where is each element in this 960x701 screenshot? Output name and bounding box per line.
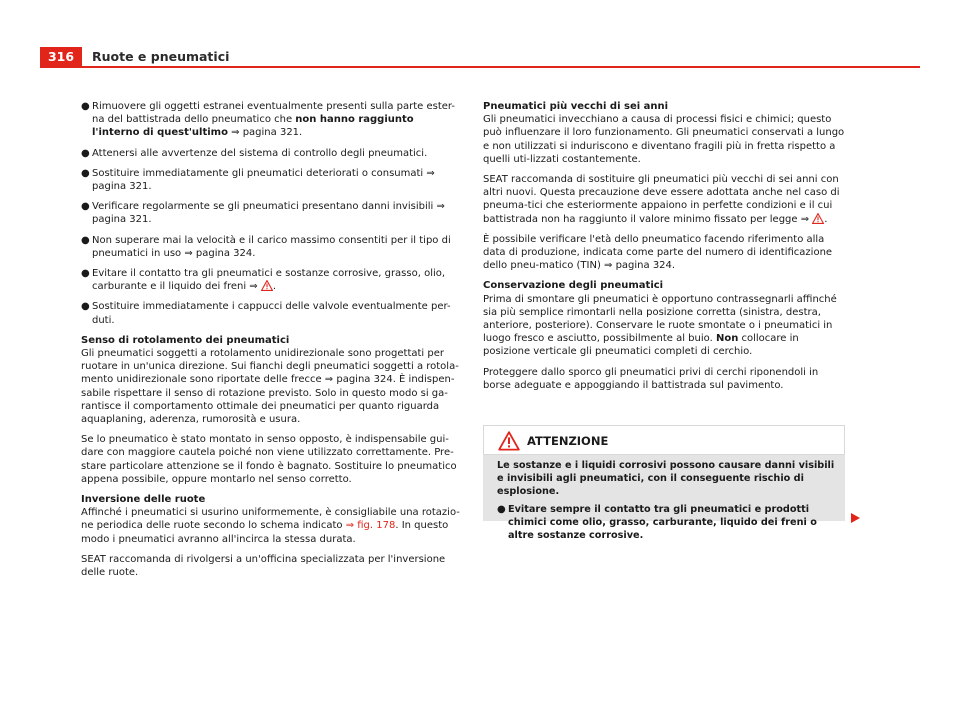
warning-triangle-icon[interactable] (261, 280, 273, 291)
list-item-text: Sostituire immediatamente gli pneumatici deteriorati o consumati ⇒ pagina 321. (92, 167, 435, 193)
bullet-icon: ● (81, 301, 90, 313)
left-column (81, 100, 461, 586)
header-divider (40, 66, 920, 68)
paragraph: Proteggere dallo sporco gli pneumatici privi di cerchi riponendoli in borse adeguate e appoggiando il battistrada sul pavimento. (483, 366, 819, 391)
list-item-text: Non superare mai la velocità e il carico massimo consentiti per il tipo di pneumatici in uso ⇒ pagina 324. (92, 234, 451, 259)
section-heading: Conservazione degli pneumatici (483, 280, 664, 292)
bullet-icon: ● (497, 503, 506, 515)
chapter-title: Ruote e pneumatici (92, 49, 230, 64)
page-number: 316 (40, 47, 82, 67)
section-heading: Senso di rotolamento dei pneumatici (81, 334, 290, 346)
bullet-icon: ● (81, 234, 90, 246)
paragraph: Affinché i pneumatici si usurino uniformemente, è consigliabile una rotazio-ne periodica delle ruote secondo lo schema indicato ⇒ fig. 178. In questo modo i pneumatici avranno all'incirca la stessa durata. (81, 507, 460, 545)
bullet-icon: ● (81, 201, 90, 213)
paragraph: Prima di smontare gli pneumatici è opportuno contrassegnarli affinché sia più semplice rimontarli nella posizione corretta (sinistra, destra, anteriore, posteriore). Conservare le ruote smontate o i pneumatici in luogo fresco e asciutto, possibilmente al buio. Non collocare in posizione verticale gli pneumatici completi di cerchio. (483, 293, 837, 358)
list-item (81, 234, 461, 260)
list-item (81, 267, 461, 293)
warning-list-item (497, 503, 837, 543)
figure-reference-link[interactable]: ⇒ fig. 178 (345, 520, 396, 532)
bullet-icon: ● (81, 167, 90, 179)
bullet-icon: ● (81, 147, 90, 159)
paragraph: È possibile verificare l'età dello pneumatico facendo riferimento alla data di produzione, indicata come parte del numero di identificazione dello pneu-matico (TIN) ⇒ pagina 324. (483, 233, 833, 272)
list-item (81, 147, 461, 160)
paragraph: SEAT raccomanda di rivolgersi a un'officina specializzata per l'inversione delle ruote. (81, 553, 446, 579)
list-item (81, 167, 461, 193)
paragraph: SEAT raccomanda di sostituire gli pneumatici più vecchi di sei anni con altri nuovi. Questa precauzione deve essere adottata anche nel caso di pneuma-tici che esteriormente appaiono in perfette condizioni e il cui battistrada non ha raggiunto il valore minimo fissato per legge ⇒ . (483, 174, 840, 225)
warning-triangle-icon (498, 431, 520, 451)
paragraph: Gli pneumatici soggetti a rotolamento unidirezionale sono progettati per ruotare in un'unica direzione. Sui fianchi degli pneumatici soggetti a rotola-mento unidirezionale sono riportate delle frecce ⇒ pagina 324. È indispen-sabile rispettare il senso di rotazione previsto. Solo in questo modo si ga-rantisce il comportamento ottimale dei pneumatici per quanto riguarda aquaplaning, aderenza, rumorosità e usura. (81, 348, 459, 426)
warning-list-text: Evitare sempre il contatto tra gli pneumatici e prodotti chimici come olio, grasso, carburante, liquido dei freni o altre sostanze corrosive. (508, 503, 817, 542)
warning-title: ATTENZIONE (527, 434, 609, 448)
section-heading: Pneumatici più vecchi di sei anni (483, 101, 669, 112)
list-item (81, 100, 461, 140)
list-item-text: Sostituire immediatamente i cappucci delle valvole eventualmente per-duti. (92, 301, 451, 326)
paragraph: Se lo pneumatico è stato montato in senso opposto, è indispensabile gui-dare con maggiore cautela poiché non viene utilizzato correttamente. Pre-stare particolare attenzione se il fondo è bagnato. Sostituire lo pneumatico appena possibile, oppure montarlo nel senso corretto. (81, 434, 457, 485)
paragraph: Gli pneumatici invecchiano a causa di processi fisici e chimici; questo può influenzare il loro funzionamento. Gli pneumatici conservati a lungo e non utilizzati si induriscono e diventano fragili più in fretta rispetto a quelli uti-lizzati costantemente. (483, 114, 845, 165)
warning-triangle-icon[interactable] (812, 213, 824, 224)
warning-body (483, 455, 845, 542)
list-item-text: Rimuovere gli oggetti estranei eventualmente presenti sulla parte ester-na del battistrada dello pneumatico che non hanno raggiunto l'interno di quest'ultimo ⇒ pagina 321. (92, 101, 455, 139)
continue-arrow-icon (851, 508, 860, 518)
warning-text: Le sostanze e i liquidi corrosivi possono causare danni visibili e invisibili agli pneumatici, con il conseguente rischio di esplosione. (497, 460, 835, 498)
bullet-icon: ● (81, 268, 90, 280)
list-item (81, 200, 461, 226)
list-item-text: Verificare regolarmente se gli pneumatici presentano danni invisibili ⇒ pagina 321. (92, 201, 445, 226)
list-item-text: Evitare il contatto tra gli pneumatici e sostanze corrosive, grasso, olio, carburante e il liquido dei freni ⇒ . (92, 268, 446, 293)
warning-header (483, 425, 845, 455)
warning-box (483, 425, 845, 542)
right-column (483, 100, 848, 399)
list-item-text: Attenersi alle avvertenze del sistema di controllo degli pneumatici. (92, 147, 428, 159)
section-heading: Inversione delle ruote (81, 494, 206, 506)
bullet-icon: ● (81, 101, 90, 112)
list-item (81, 300, 461, 326)
